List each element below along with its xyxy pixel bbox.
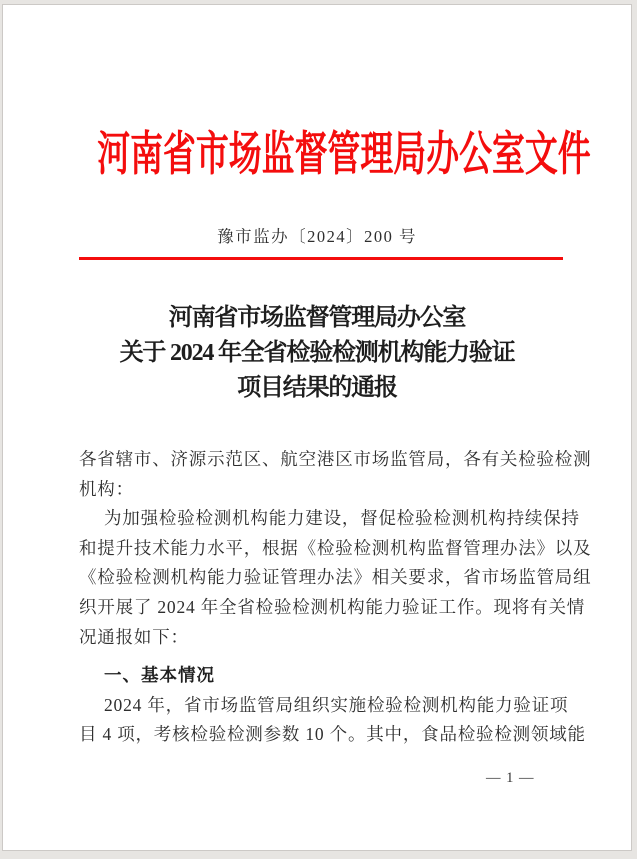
body-line: 况通报如下： <box>79 626 189 647</box>
title-line: 项目结果的通报 <box>237 375 397 401</box>
body-line: 和提升技术能力水平，根据《检验检测机构监督管理办法》以及 <box>79 537 592 558</box>
page-number: — 1 — <box>486 770 535 786</box>
body-line: 2024 年，省市场监管局组织实施检验检测机构能力验证项 <box>104 694 569 715</box>
title-line: 关于 2024 年全省检验检测机构能力验证 <box>119 340 515 366</box>
document-number: 豫市监办〔2024〕200 号 <box>217 227 417 246</box>
document-page <box>2 4 632 851</box>
body-line: 织开展了 2024 年全省检验检测机构能力验证工作。现将有关情 <box>79 596 586 617</box>
document-body <box>79 445 592 750</box>
letterhead-divider-rule <box>79 257 563 260</box>
section-heading: 一、基本情况 <box>104 665 215 686</box>
body-line: 各省辖市、济源示范区、航空港区市场监管局，各有关检验检测 <box>79 449 592 469</box>
title-line: 河南省市场监督管理局办公室 <box>168 305 466 331</box>
body-line: 目 4 项，考核检验检测参数 10 个。其中，食品检验检测领域能 <box>79 724 586 745</box>
document-title <box>3 301 631 406</box>
body-line: 机构： <box>79 478 134 499</box>
body-line: 为加强检验检测机构能力建设，督促检验检测机构持续保持 <box>104 508 580 529</box>
letterhead-title: 河南省市场监督管理局办公室文件 <box>97 129 591 181</box>
body-line: 《检验检测机构能力验证管理办法》相关要求，省市场监管局组 <box>79 567 592 588</box>
